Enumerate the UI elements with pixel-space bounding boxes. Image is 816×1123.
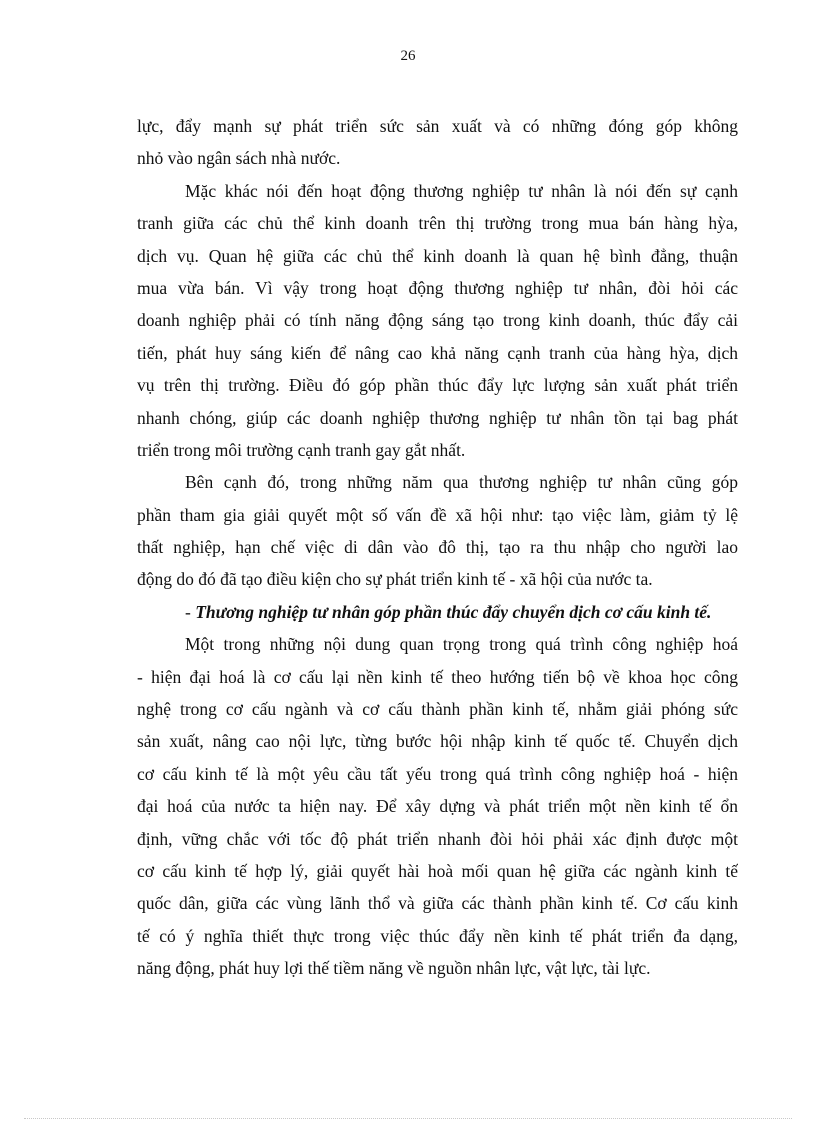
text-line: tiến, phát huy sáng kiến để nâng cao khả năng cạnh tranh của hàng hỳa, dịch [137, 342, 738, 363]
text-line: định, vững chắc với tốc độ phát triển nhanh đòi hỏi phải xác định được một [137, 828, 738, 849]
text-line: nghệ trong cơ cấu ngành và cơ cấu thành phần kinh tế, nhằm giải phóng sức [137, 699, 738, 720]
section-heading [137, 596, 738, 628]
text-line: đại hoá của nước ta hiện nay. Để xây dựng và phát triển một nền kinh tế ổn [137, 796, 738, 817]
text-line: tranh giữa các chủ thể kinh doanh trên thị trường trong mua bán hàng hỳa, [137, 213, 738, 234]
text-line: quốc dân, giữa các vùng lãnh thổ và giữa các thành phần kinh tế. Cơ cấu kinh [137, 893, 738, 914]
text-line: triển trong môi trường cạnh tranh gay gắt nhất. [137, 439, 466, 460]
body-text [137, 110, 738, 985]
text-line: nhỏ vào ngân sách nhà nước. [137, 148, 341, 169]
text-line: dịch vụ. Quan hệ giữa các chủ thể kinh doanh là quan hệ bình đẳng, thuận [137, 245, 738, 266]
text-line: sản xuất, nâng cao nội lực, từng bước hội nhập kinh tế quốc tế. Chuyển dịch [137, 731, 738, 752]
text-line: nhanh chóng, giúp các doanh nghiệp thương nghiệp tư nhân tồn tại bag phát [137, 407, 738, 428]
text-line: tế có ý nghĩa thiết thực trong việc thúc đẩy nền kinh tế phát triển đa dạng, [137, 925, 738, 946]
text-line: - hiện đại hoá là cơ cấu lại nền kinh tế theo hướng tiến bộ về khoa học công [137, 666, 738, 687]
text-line: Một trong những nội dung quan trọng trong quá trình công nghiệp hoá [185, 634, 738, 655]
page-bottom-border [24, 1118, 792, 1119]
text-line: cơ cấu kinh tế hợp lý, giải quyết hài hoà mối quan hệ giữa các ngành kinh tế [137, 860, 738, 881]
text-line: phần tham gia giải quyết một số vấn đề xã hội như: tạo việc làm, giảm tỷ lệ [137, 504, 738, 525]
text-line: vụ trên thị trường. Điều đó góp phần thúc đẩy lực lượng sản xuất phát triển [137, 375, 738, 396]
text-line: doanh nghiệp phải có tính năng động sáng tạo trong kinh doanh, thúc đẩy cải [137, 310, 738, 331]
text-line: lực, đẩy mạnh sự phát triển sức sản xuất và có những đóng góp không [137, 116, 738, 136]
text-line: Bên cạnh đó, trong những năm qua thương nghiệp tư nhân cũng góp [185, 472, 738, 493]
text-line: Mặc khác nói đến hoạt động thương nghiệp tư nhân là nói đến sự cạnh [185, 180, 738, 201]
page-number: 26 [400, 48, 416, 64]
text-line: mua vừa bán. Vì vậy trong hoạt động thương nghiệp tư nhân, đòi hỏi các [137, 277, 738, 298]
text-line: năng động, phát huy lợi thế tiềm năng về nguồn nhân lực, vật lực, tài lực. [137, 958, 651, 979]
text-line: thất nghiệp, hạn chế việc di dân vào đô thị, tạo ra thu nhập cho người lao [137, 537, 738, 558]
heading-text: Thương nghiệp tư nhân góp phần thúc đẩy chuyển dịch cơ cấu kinh tế. [195, 601, 712, 622]
text-line: động do đó đã tạo điều kiện cho sự phát triển kinh tế - xã hội của nước ta. [137, 569, 653, 590]
text-line: cơ cấu kinh tế là một yêu cầu tất yếu trong quá trình công nghiệp hoá - hiện [137, 763, 738, 784]
heading-prefix: - [185, 601, 196, 622]
